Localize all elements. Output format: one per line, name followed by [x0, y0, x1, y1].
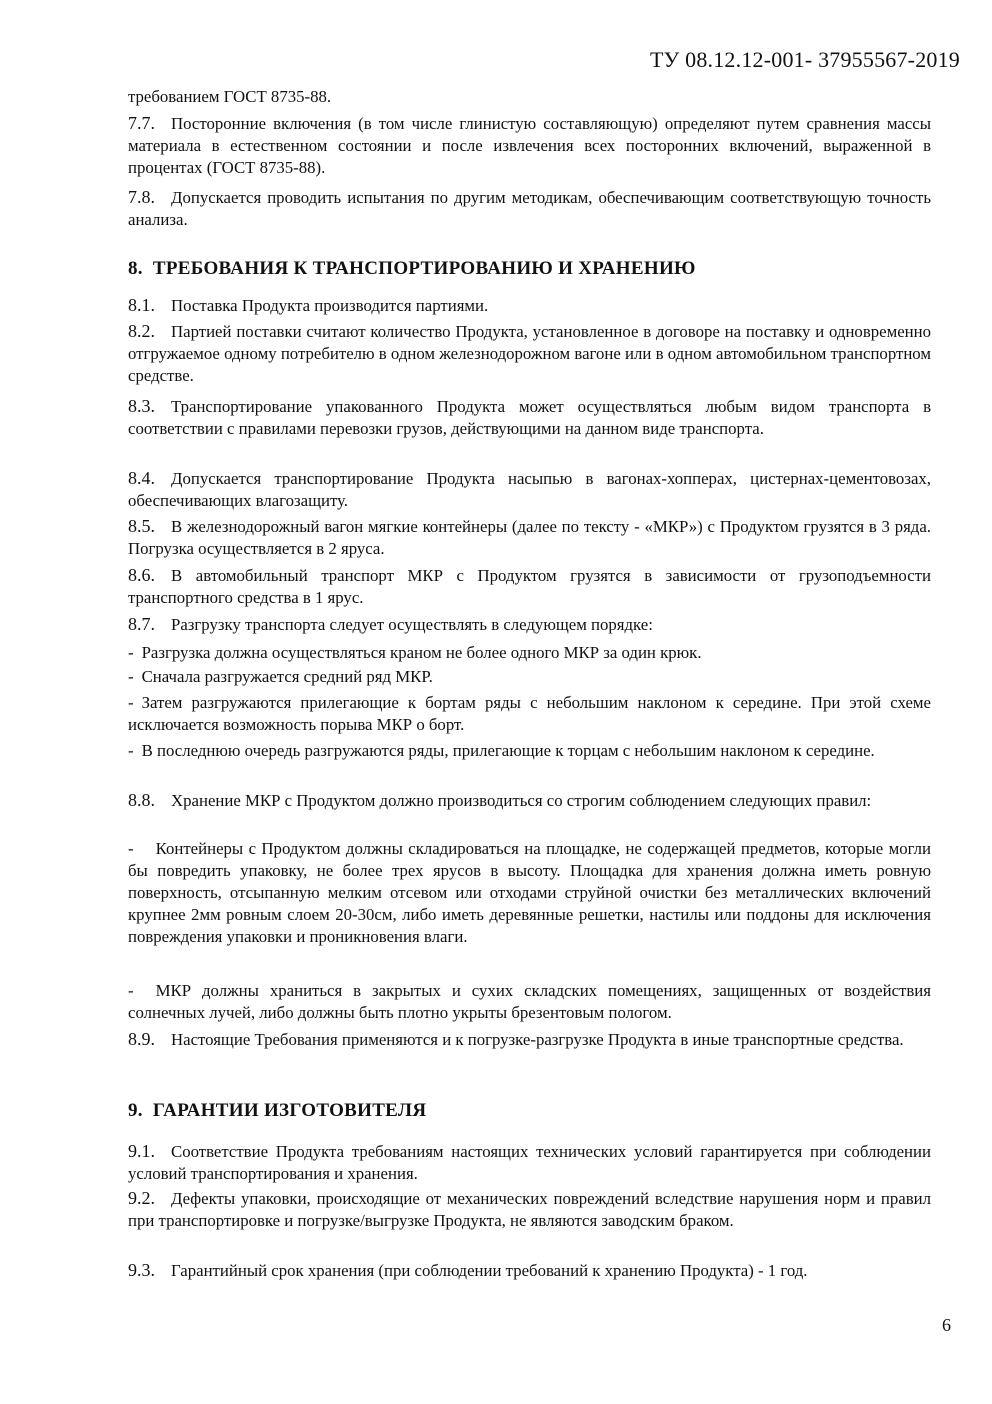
clause-8-3 [128, 395, 931, 440]
list-item-text: В последнюю очередь разгружаются ряды, прилегающие к торцам с небольшим наклоном к середине. [141, 741, 875, 760]
clause-text: Поставка Продукта производится партиями. [171, 296, 489, 315]
clause-text: Настоящие Требования применяются и к погрузке-разгрузке Продукта в иные транспортные средства. [171, 1030, 904, 1049]
clause-number: 8.5. [128, 516, 155, 536]
clause-number: 9.1. [128, 1141, 155, 1161]
clause-9-2 [128, 1187, 931, 1232]
clause-number: 8.4. [128, 468, 155, 488]
storage-rule [128, 838, 931, 948]
list-item-text: Контейнеры с Продуктом должны складироваться на площадке, не содержащей предметов, которые могли бы повредить упаковку, не более трех ярусов в высоту. Площадка для хранения должна иметь ровную поверхность, отсыпанную мелким отсевом или отходами струйной очистки без металлических включений крупнее 2мм ровным слоем 20-30см, либо иметь деревянные решетки, настилы или поддоны для исключения повреждения упаковки и проникновения влаги. [128, 839, 931, 946]
list-item-text: МКР должны храниться в закрытых и сухих складских помещениях, защищенных от воздействия солнечных лучей, либо должны быть плотно укрыты брезентовым пологом. [128, 981, 931, 1022]
list-item-text: Разгрузка должна осуществляться краном не более одного МКР за один крюк. [141, 643, 702, 662]
clause-number: 8.9. [128, 1029, 155, 1049]
section-8-heading [128, 258, 696, 280]
clause-text: В автомобильный транспорт МКР с Продуктом грузятся в зависимости от грузоподъемности транспортного средства в 1 ярус. [128, 566, 931, 607]
section-9-heading [128, 1100, 426, 1122]
clause-9-3 [128, 1259, 931, 1282]
clause-text: Гарантийный срок хранения (при соблюдении требований к хранению Продукта) - 1 год. [171, 1261, 808, 1280]
clause-text: Транспортирование упакованного Продукта может осуществляться любым видом транспорта в соответствии с правилами перевозки грузов, действующими на данном виде транспорта. [128, 397, 931, 438]
section-number: 9. [128, 1100, 143, 1121]
clause-8-1 [128, 294, 931, 317]
clause-text: Партией поставки считают количество Продукта, установленное в договоре на поставку и одновременно отгружаемое одному потребителю в одном железнодорожном вагоне или в одном автомобильном транспортном средстве. [128, 322, 931, 385]
clause-9-1 [128, 1140, 931, 1185]
list-dash: - [128, 741, 134, 760]
clause-text: Дефекты упаковки, происходящие от механических повреждений вследствие нарушения норм и правил при транспортировке и погрузке/выгрузке Продукта, не являются заводским браком. [128, 1189, 931, 1230]
list-item-text: Сначала разгружается средний ряд МКР. [141, 667, 433, 686]
storage-rule [128, 980, 931, 1024]
clause-number: 9.3. [128, 1260, 155, 1280]
section-title: ГАРАНТИИ ИЗГОТОВИТЕЛЯ [152, 1100, 427, 1121]
continuation-text: требованием ГОСТ 8735-88. [128, 87, 332, 106]
clause-7-7 [128, 112, 931, 179]
clause-number: 7.8. [128, 187, 155, 207]
unloading-step [128, 642, 931, 664]
clause-text: Хранение МКР с Продуктом должно производиться со строгим соблюдением следующих правил: [171, 791, 872, 810]
unloading-step [128, 740, 931, 762]
clause-number: 9.2. [128, 1188, 155, 1208]
clause-number: 8.8. [128, 790, 155, 810]
clause-8-9 [128, 1028, 931, 1051]
page-number: 6 [942, 1315, 951, 1335]
clause-number: 8.6. [128, 565, 155, 585]
clause-number: 8.2. [128, 321, 155, 341]
clause-text: Допускается проводить испытания по другим методикам, обеспечивающим соответствующую точность анализа. [128, 188, 931, 229]
clause-number: 8.3. [128, 396, 155, 416]
clause-text: Допускается транспортирование Продукта насыпью в вагонах-хопперах, цистернах-цементовозах, обеспечивающих влагозащиту. [128, 469, 931, 510]
list-item-text: Затем разгружаются прилегающие к бортам ряды с небольшим наклоном к середине. При этой схеме исключается возможность порыва МКР о борт. [128, 693, 931, 734]
clause-number: 7.7. [128, 113, 155, 133]
clause-8-6 [128, 564, 931, 609]
clause-8-4 [128, 467, 931, 512]
clause-8-8 [128, 789, 931, 812]
clause-number: 8.7. [128, 614, 155, 634]
clause-7-8 [128, 186, 931, 231]
list-dash: - [128, 839, 134, 858]
section-title: ТРЕБОВАНИЯ К ТРАНСПОРТИРОВАНИЮ И ХРАНЕНИЮ [152, 258, 696, 279]
clause-text: Посторонние включения (в том числе глинистую составляющую) определяют путем сравнения массы материала в естественном состоянии и после извлечения всех посторонних включений, выраженной в процентах (ГОСТ 8735-88). [128, 114, 931, 177]
unloading-step [128, 666, 931, 688]
section-number: 8. [128, 258, 143, 279]
list-dash: - [128, 981, 134, 1000]
document-code: ТУ 08.12.12-001- 37955567-2019 [650, 47, 960, 72]
list-dash: - [128, 693, 134, 712]
clause-text: Соответствие Продукта требованиям настоящих технических условий гарантируется при соблюдении условий транспортирования и хранения. [128, 1142, 931, 1183]
clause-8-2 [128, 320, 931, 387]
clause-text: Разгрузку транспорта следует осуществлять в следующем порядке: [171, 615, 653, 634]
clause-8-7 [128, 613, 931, 636]
list-dash: - [128, 643, 134, 662]
clause-number: 8.1. [128, 295, 155, 315]
clause-text: В железнодорожный вагон мягкие контейнеры (далее по тексту - «МКР») с Продуктом грузятся в 3 ряда. Погрузка осуществляется в 2 яруса. [128, 517, 931, 558]
list-dash: - [128, 667, 134, 686]
unloading-step [128, 692, 931, 736]
clause-8-5 [128, 515, 931, 560]
